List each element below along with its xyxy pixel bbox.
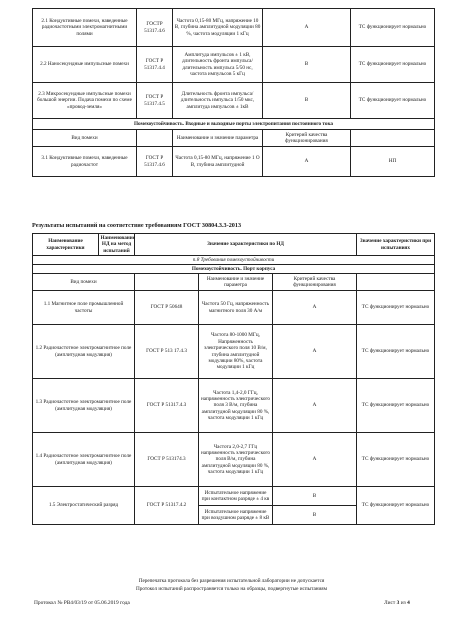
table-row (33, 83, 435, 119)
subheader-empty (137, 130, 173, 147)
criterion: A (263, 9, 351, 47)
section-row (33, 119, 435, 130)
parameter-value: Длительность фронта импульса/длительность импульса 1/50 мкс, амплитуда импульсов ± 1кВ (173, 83, 263, 119)
standard-ref: ГОСТ Р 513174.3 (135, 433, 199, 487)
results-table-2 (32, 233, 435, 525)
subheader-params: Наименование и значение параметра (199, 274, 273, 291)
header-value: Значение характеристики по НД (135, 234, 357, 256)
subheader-row (33, 130, 435, 147)
protocol-number: Протокол № РВ4/03/19 от 05.06.2019 года (34, 600, 130, 606)
footer-note-scope: Протокол испытаний распространяется только на образцы, подвергнутые испытаниям (136, 586, 327, 592)
criterion: A (273, 325, 357, 379)
interference-name: 2.1 Кондуктивные помехи, наведенные радиочастотными электромагнитными полями (33, 9, 137, 47)
interference-name: 1.5 Электростатический разряд (33, 487, 135, 525)
parameter-value: Испытательное напряжение при воздушном разряде ± 8 кВ (199, 506, 273, 525)
table-row (33, 47, 435, 83)
interference-name: 2.2 Наносекундные импульсные помехи (33, 47, 137, 83)
footer-note-reprint: Перепечатка протокола без разрешения испытательной лаборатории не допускается (138, 578, 325, 584)
standard-ref: ГОСТР 51317.4.6 (137, 9, 173, 47)
criterion: A (273, 291, 357, 325)
header-result: Значение характеристики при испытаниях (357, 234, 435, 256)
requirements-heading: п.8 Требования помехоустойчивости (33, 256, 435, 265)
header-name: Наименование характеристики (33, 234, 99, 256)
test-result: ТС функционирует нормально (357, 291, 435, 325)
subheader-empty (351, 130, 435, 147)
table-row (33, 147, 435, 177)
interference-name: 1.2 Радиочастотное электромагнитное поле (амплитудная модуляция) (33, 325, 135, 379)
test-result: ТС функционирует нормально (351, 47, 435, 83)
interference-name: 1.1 Магнитное поле промышленной частоты (33, 291, 135, 325)
requirements-row (33, 256, 435, 265)
criterion: A (273, 379, 357, 433)
criterion: B (273, 487, 357, 506)
parameter-value: Частота 2,0-2,7 ГГц напряженность электрического поля В/м, глубина амплитудной модуляции 80 %, частота модуляции 1 кГц (199, 433, 273, 487)
interference-name: 2.3 Микросекундные импульсные помехи большой энергии. Подача помехи по схеме «провод-земля» (33, 83, 137, 119)
sheet-label: Лист (384, 600, 396, 606)
subheader-params: Наименование и значение параметра (173, 130, 263, 147)
standard-ref: ГОСТ Р 513 17.4.3 (135, 325, 199, 379)
table-row (33, 433, 435, 487)
subheader-criterion: Критерий качества функционирования (273, 274, 357, 291)
section-heading: Помехоустойчивость. Входные и выходные порты электропитания постоянного тока (33, 119, 435, 130)
test-result: ТС функционирует нормально (357, 379, 435, 433)
sheet-total: 4 (407, 600, 410, 606)
test-result: ТС функционирует нормально (357, 487, 435, 525)
parameter-value: Частота 50 Гц, напряженность магнитного поля 30 А/м (199, 291, 273, 325)
standard-ref: ГОСТ Р 50648 (135, 291, 199, 325)
table-row (33, 291, 435, 325)
sheet-counter (384, 600, 410, 606)
header-method: Наименование НД на метод испытаний (100, 234, 136, 254)
standard-ref: ГОСТ Р 51317.4.3 (135, 379, 199, 433)
standard-ref: ГОСТ Р 51317.4.5 (137, 83, 173, 119)
section-heading: Помехоустойчивость. Порт корпуса (33, 265, 435, 274)
table-row (33, 487, 435, 506)
interference-name: 1.4 Радиочастотное электромагнитное поле (амплитудная модуляция) (33, 433, 135, 487)
test-result: НП (351, 147, 435, 177)
criterion: B (273, 506, 357, 525)
parameter-value: Амплитуда импульсов ± 1 кВ, длительность фронта импульса/длительность импульса 5/50 нс, частота импульсов 5 кГц (173, 47, 263, 83)
test-result: ТС функционирует нормально (357, 325, 435, 379)
subheader-empty (357, 274, 435, 291)
parameter-value: Частота 1,4-2,0 ГГц, напряженность электрического поля 3 В/м, глубина амплитудной модуляции 80 %, частота модуляции 1 кГц (199, 379, 273, 433)
subheader-name: Вид помехи (33, 130, 137, 147)
interference-name: 3.1 Кондуктивные помехи, наведенные радиочастот (33, 147, 137, 177)
subheader-criterion: Критерий качества функционирования (263, 130, 351, 147)
section-title: Результаты испытаний на соответствие требованиям ГОСТ 30804.3.3-2013 (32, 222, 242, 229)
criterion: A (273, 433, 357, 487)
test-result: ТС функционирует нормально (357, 433, 435, 487)
criterion: B (263, 83, 351, 119)
standard-ref: ГОСТ Р 51317.4.4 (137, 47, 173, 83)
table-row (33, 379, 435, 433)
subheader-name: Вид помехи (33, 274, 135, 291)
results-table-1 (32, 8, 435, 177)
parameter-value: Частота 80-1000 МГц, Напряженность электрического поля 10 В/м, глубина амплитудной модуляции 80%, частота модуляции 1 кГц (199, 325, 273, 379)
sheet-of: из (400, 600, 406, 606)
sheet-current: 3 (396, 600, 400, 606)
parameter-value: Частота 0,15-80 МГц, напряжение 1 О В, глубина амплитудной (173, 147, 263, 177)
standard-ref: ГОСТ Р 51317.4.6 (137, 147, 173, 177)
interference-name: 1.3 Радиочастотное электромагнитное поле (амплитудная модуляция) (33, 379, 135, 433)
subheader-empty (135, 274, 199, 291)
criterion: B (263, 47, 351, 83)
test-result: ТС функционирует нормально (351, 9, 435, 47)
section-row (33, 265, 435, 274)
subheader-row (33, 274, 435, 291)
table-row (33, 9, 435, 47)
parameter-value: Частота 0,15-80 МГц, напряжение 10 В, глубина амплитудной модуляции 80 %, частота модуляции 1 кГц (173, 9, 263, 47)
criterion: A (263, 147, 351, 177)
header-row (33, 234, 435, 256)
parameter-value: Испытательное напряжение при контактном разряде ± 4 кв (199, 487, 273, 506)
test-result: ТС функционирует нормально (351, 83, 435, 119)
table-row (33, 325, 435, 379)
standard-ref: ГОСТ Р 51317.4.2 (135, 487, 199, 525)
